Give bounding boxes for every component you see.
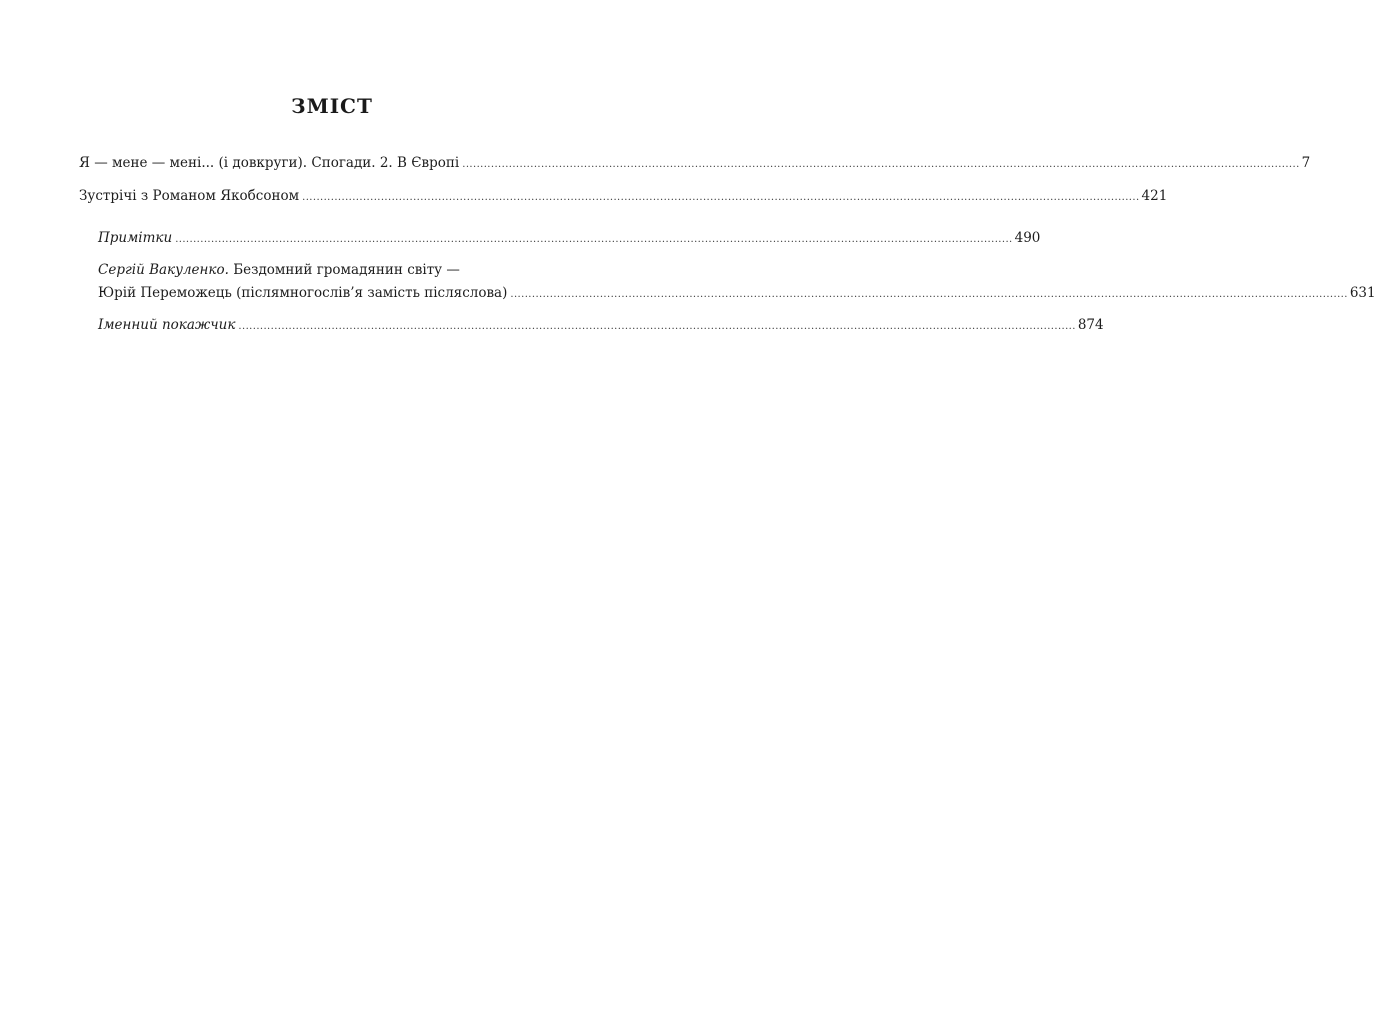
table-of-contents [79, 152, 1376, 338]
toc-entry-title: Іменний покажчик [98, 317, 236, 333]
dot-leader: .......................................................................................................................................................................................................................................... [510, 289, 1348, 300]
toc-entry-memoirs[interactable] [79, 152, 1311, 176]
dot-leader: .......................................................................................................................................................................................................................................... [302, 192, 1140, 203]
toc-entry-title-part1: Бездомний громадянин світу — [228, 262, 460, 278]
dot-leader: .......................................................................................................................................................................................................................................... [175, 234, 1013, 245]
toc-entry-title: Примітки [98, 230, 173, 246]
toc-entry-notes[interactable] [98, 227, 1041, 251]
toc-entry-title-part2: Юрій Переможець (післямногослів’я замість післяслова) [98, 285, 508, 301]
toc-page-number: 631 [1349, 285, 1376, 301]
toc-entry-index[interactable] [98, 314, 1104, 338]
dot-leader: .......................................................................................................................................................................................................................................... [462, 159, 1300, 170]
dot-leader: .......................................................................................................................................................................................................................................... [238, 321, 1076, 332]
page-title: ЗМІСТ [291, 94, 373, 118]
toc-entry-title [98, 259, 460, 282]
toc-entry-afterword-line1[interactable] [98, 259, 579, 282]
toc-entry-title: Зустрічі з Романом Якобсоном [79, 188, 300, 204]
toc-entry-author: Сергій Вакуленко. [98, 262, 229, 278]
toc-entry-afterword-line2[interactable] [98, 282, 1376, 306]
toc-page-number: 490 [1014, 230, 1041, 246]
toc-page-number: 874 [1077, 317, 1104, 333]
toc-entry-jakobson[interactable] [79, 185, 1168, 209]
toc-page-number: 421 [1141, 188, 1168, 204]
toc-page-number: 7 [1301, 155, 1311, 171]
toc-entry-title: Я — мене — мені... (і довкруги). Спогади. 2. В Європі [79, 155, 460, 171]
